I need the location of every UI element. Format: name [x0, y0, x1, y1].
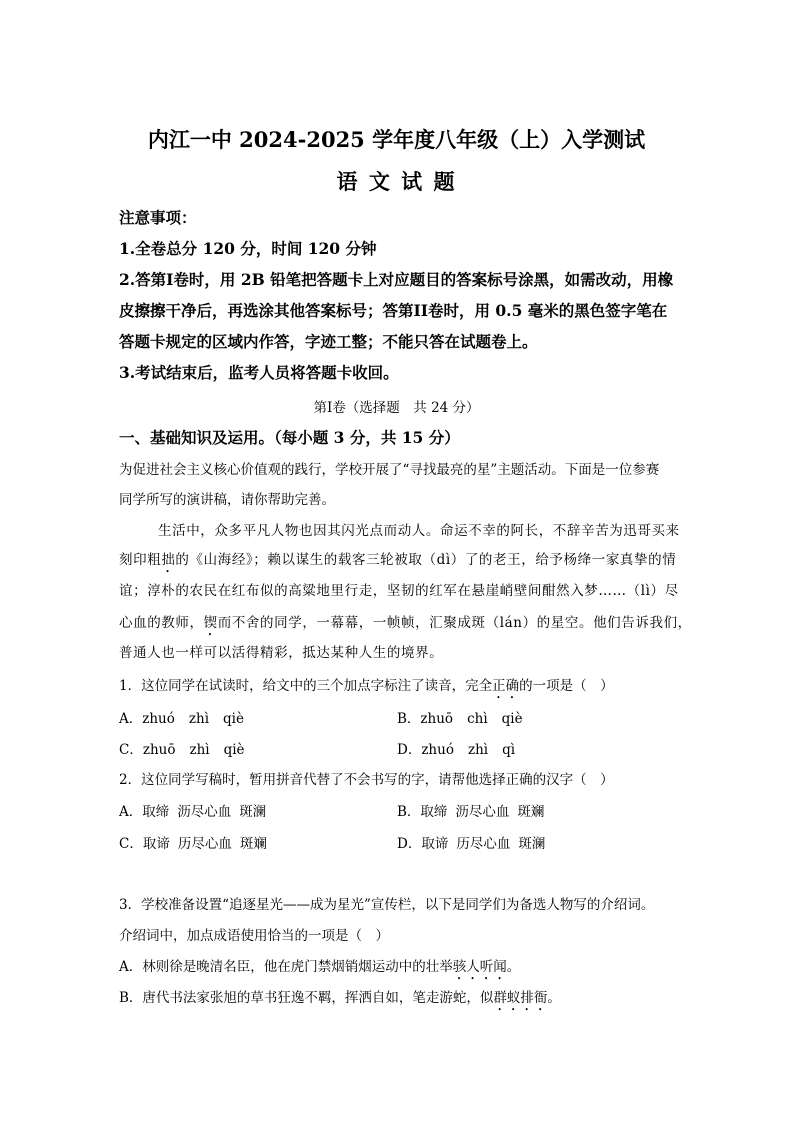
q1-a-1: A．zhuó [119, 711, 175, 727]
q1-c-1: C．zhuō [119, 742, 176, 758]
passage-line-2 [119, 548, 676, 576]
q1-stem-dotted: 正确 [492, 678, 520, 694]
passage-line-3: 谊；淳朴的农民在红布似的高粱地里行走，坚韧的红军在悬崖峭壁间酣然入梦……（lì）尽 [119, 583, 679, 599]
q1-d-3: qì [502, 742, 516, 758]
q3-a-end: 。 [506, 959, 521, 975]
q2-a-1: A．取缔 [119, 804, 170, 820]
q1-d-1: D．zhuó [397, 742, 454, 758]
q1-a-2: zhì [188, 711, 210, 727]
q1-option-b[interactable] [397, 707, 537, 727]
q1-option-d[interactable] [397, 738, 529, 758]
q2-d-3: 斑澜 [518, 836, 546, 852]
part1-heading: 一、基础知识及运用。（每小题 3 分，共 15 分） [119, 428, 460, 447]
q3-a-text: A．林则徐是晚清名臣，他在虎门禁烟销烟运动中的壮举 [119, 959, 453, 975]
passage-line-4-a: 心血的教师， [119, 615, 204, 631]
dotted-char-zhuo: 拙 [161, 552, 176, 568]
q1-b-2: chì [467, 711, 488, 727]
q3-option-a[interactable] [119, 955, 520, 983]
q1-stem-b: 的一项是（ ） [519, 678, 614, 694]
q1-c-3: qiè [223, 742, 245, 758]
q2-c-3: 斑斓 [239, 836, 267, 852]
q2-option-d[interactable] [397, 832, 559, 852]
q3-b-end: 。 [547, 990, 561, 1006]
passage-line-5: 普通人也一样可以活得精彩，抵达某种人生的境界。 [119, 645, 444, 661]
q2-d-1: D．取谛 [397, 836, 449, 852]
q2-b-2: 沥尽心血 [455, 804, 510, 820]
q1-stem [119, 674, 614, 702]
section-label: 第I卷（选择题 共 24 分） [313, 400, 480, 416]
q2-b-3: 斑斓 [517, 804, 545, 820]
notice-item-2-line-3: 答题卡规定的区域内作答，字迹工整；不能只答在试题卷上。 [119, 332, 538, 351]
q2-c-2: 历尽心血 [177, 836, 232, 852]
q2-option-b[interactable] [397, 800, 558, 820]
q3-b-text: B．唐代书法家张旭的草书狂逸不羁，挥洒自如，笔走游蛇，似 [119, 990, 494, 1006]
q3-a-idiom: 骇人听闻 [452, 959, 507, 975]
notice-item-3: 3.考试结束后，监考人员将答题卡收回。 [119, 363, 399, 382]
q1-stem-a: 1．这位同学在试读时，给文中的三个加点字标注了读音，完全 [119, 678, 493, 694]
page-title: 内江一中 2024-2025 学年度八年级（上）入学测试 [147, 127, 646, 152]
passage-line-2-b: 的《山海经》；赖以谋生的载客三轮被取（dì）了的老王，给予杨绛一家真挚的情 [175, 552, 677, 568]
q3-stem-line-1: 3．学校准备设置“追逐星光——成为星光”宣传栏，以下是同学们为备选人物写的介绍词。 [119, 897, 655, 913]
notice-item-1: 1.全卷总分 120 分，时间 120 分钟 [119, 239, 377, 258]
page-subtitle: 语 文 试 题 [336, 169, 457, 194]
part1-intro-line-1: 为促进社会主义核心价值观的践行，学校开展了“寻找最亮的星”主题活动。下面是一位参赛 [119, 462, 660, 478]
q2-option-c[interactable] [119, 832, 281, 852]
notice-item-2-line-2: 皮擦擦干净后，再选涂其他答案标号；答第II卷时，用 0.5 毫米的黑色签字笔在 [119, 301, 668, 320]
q3-b-idiom: 群蚁排衙 [493, 990, 548, 1006]
passage-line-2-a: 刻印粗 [119, 552, 162, 568]
q2-c-1: C．取谛 [119, 836, 170, 852]
q1-c-2: zhì [189, 742, 210, 758]
q1-option-c[interactable] [119, 738, 259, 758]
passage-line-1: 生活中，众多平凡人物也因其闪光点而动人。命运不幸的阿长，不辞辛苦为迅哥买来 [158, 523, 680, 539]
q2-a-3: 斑澜 [239, 804, 267, 820]
q3-option-b[interactable] [119, 986, 561, 1014]
q1-b-3: qiè [501, 711, 523, 727]
q1-b-1: B．zhuō [397, 711, 454, 727]
q2-option-a[interactable] [119, 800, 280, 820]
passage-line-4-b: 而不舍的同学，一幕幕，一帧帧，汇聚成斑（lán）的星空。他们告诉我们， [217, 615, 692, 631]
q2-d-2: 历尽心血 [456, 836, 511, 852]
q2-a-2: 沥尽心血 [177, 804, 232, 820]
q2-stem: 2．这位同学写稿时，暂用拼音代替了不会书写的字，请帮他选择正确的汉字（ ） [119, 772, 614, 788]
part1-intro-line-2: 同学所写的演讲稿，请你帮助完善。 [119, 492, 335, 508]
q1-option-a[interactable] [119, 707, 258, 727]
q3-stem-line-2: 介绍词中，加点成语使用恰当的一项是（ ） [119, 928, 389, 944]
q1-a-3: qiè [223, 711, 244, 727]
notice-item-2-line-1: 2.答第I卷时，用 2B 铅笔把答题卡上对应题目的答案标号涂黑，如需改动，用橡 [119, 270, 674, 289]
q2-b-1: B．取缔 [397, 804, 448, 820]
notice-heading: 注意事项： [119, 208, 197, 227]
dotted-char-qie: 锲 [203, 615, 218, 631]
passage-line-4 [119, 611, 692, 639]
q1-d-2: zhì [467, 742, 489, 758]
